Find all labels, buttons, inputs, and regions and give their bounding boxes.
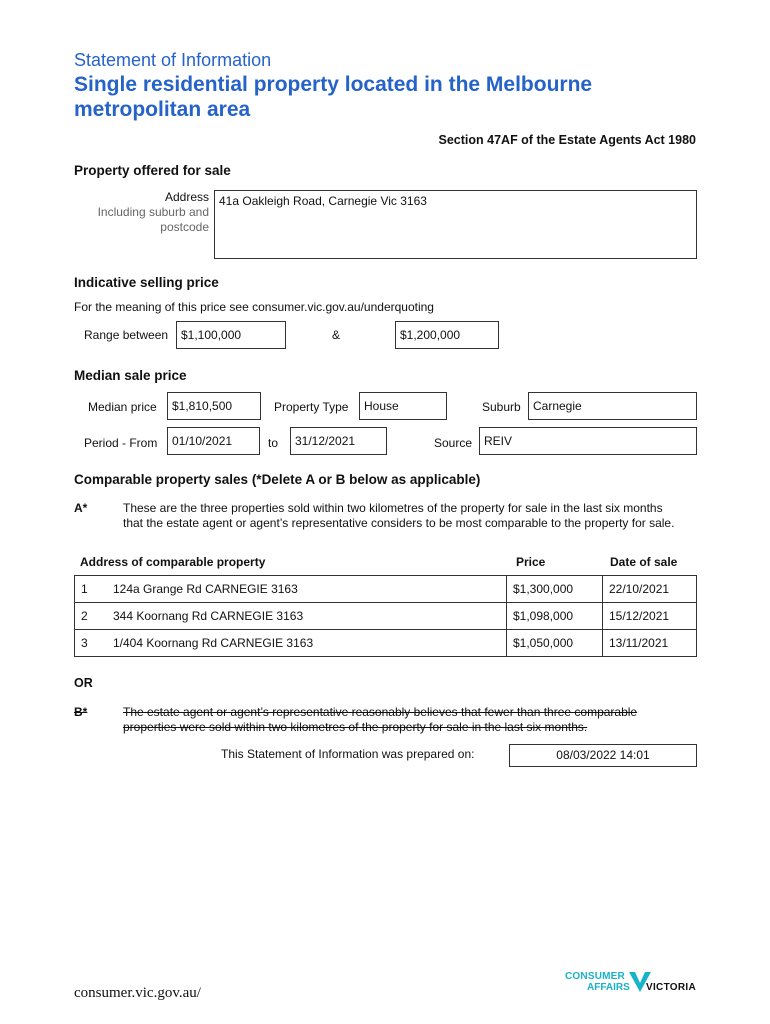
row-address: 124a Grange Rd CARNEGIE 3163 [113,582,298,596]
property-heading: Property offered for sale [74,163,231,178]
property-type-field[interactable]: House [359,392,447,420]
indicative-note: For the meaning of this price see consumer.vic.gov.au/underquoting [74,300,434,314]
median-price-label: Median price [88,400,157,414]
address-hint-2: postcode [160,220,209,234]
consumer-affairs-victoria-logo [565,970,705,1000]
source-label: Source [434,436,473,450]
address-label-group [60,190,209,235]
row-address-cell [75,630,507,657]
row-number: 1 [81,582,88,596]
address-field[interactable]: 41a Oakleigh Road, Carnegie Vic 3163 [214,190,697,259]
row-number: 3 [81,636,88,650]
median-heading: Median sale price [74,368,187,383]
act-reference: Section 47AF of the Estate Agents Act 1980 [438,133,696,147]
period-to-field[interactable]: 31/12/2021 [290,427,387,455]
logo-word: VICTORIA [646,982,696,993]
col-header-price: Price [516,555,546,569]
row-date: 22/10/2021 [603,576,697,603]
col-header-address: Address of comparable property [80,555,266,569]
range-low-field[interactable]: $1,100,000 [176,321,286,349]
property-type-label: Property Type [274,400,349,414]
row-address: 344 Koornang Rd CARNEGIE 3163 [113,609,304,623]
option-b-text: The estate agent or agent’s representative reasonably believes that fewer than three comparable properties were sold within two kilometres of the property for sale in the last six months. [123,705,638,734]
table-row [75,630,697,657]
row-date: 13/11/2021 [603,630,697,657]
row-price: $1,050,000 [507,630,603,657]
table-row [75,603,697,630]
row-address-cell [75,576,507,603]
suburb-label: Suburb [482,400,521,414]
footer-url[interactable]: consumer.vic.gov.au/ [74,985,201,1001]
suburb-field[interactable]: Carnegie [528,392,697,420]
row-price: $1,300,000 [507,576,603,603]
logo-line1: CONSUMER [565,971,625,982]
range-and: & [332,328,341,342]
row-price: $1,098,000 [507,603,603,630]
median-price-field[interactable]: $1,810,500 [167,392,261,420]
option-a-marker: A* [74,501,88,515]
range-high-field[interactable]: $1,200,000 [395,321,499,349]
logo-line2: AFFAIRS [587,982,630,993]
row-date: 15/12/2021 [603,603,697,630]
prepared-date-field[interactable]: 08/03/2022 14:01 [509,744,697,767]
row-address-cell [75,603,507,630]
prepared-label: This Statement of Information was prepared on: [221,747,475,761]
comparable-table [74,575,697,657]
document-title: Single residential property located in the Melbourne metropolitan area [74,73,593,121]
row-number: 2 [81,609,88,623]
table-row [75,576,697,603]
col-header-date: Date of sale [610,555,678,569]
range-label: Range between [84,328,169,342]
period-to-label: to [268,436,279,450]
option-a-text: These are the three properties sold within two kilometres of the property for sale in the last six months that the estate agent or agent’s representative considers to be most comparable to the property for sale. [123,501,675,530]
period-from-field[interactable]: 01/10/2021 [167,427,260,455]
or-separator: OR [74,676,93,690]
address-label: Address [164,190,209,204]
period-from-label: Period - From [84,436,158,450]
source-field[interactable]: REIV [479,427,697,455]
document-subtitle: Statement of Information [74,50,272,70]
address-hint-1: Including suburb and [97,205,209,219]
row-address: 1/404 Koornang Rd CARNEGIE 3163 [113,636,314,650]
comparable-heading: Comparable property sales (*Delete A or B below as applicable) [74,472,481,487]
option-b-marker: B* [74,705,88,719]
indicative-heading: Indicative selling price [74,275,219,290]
